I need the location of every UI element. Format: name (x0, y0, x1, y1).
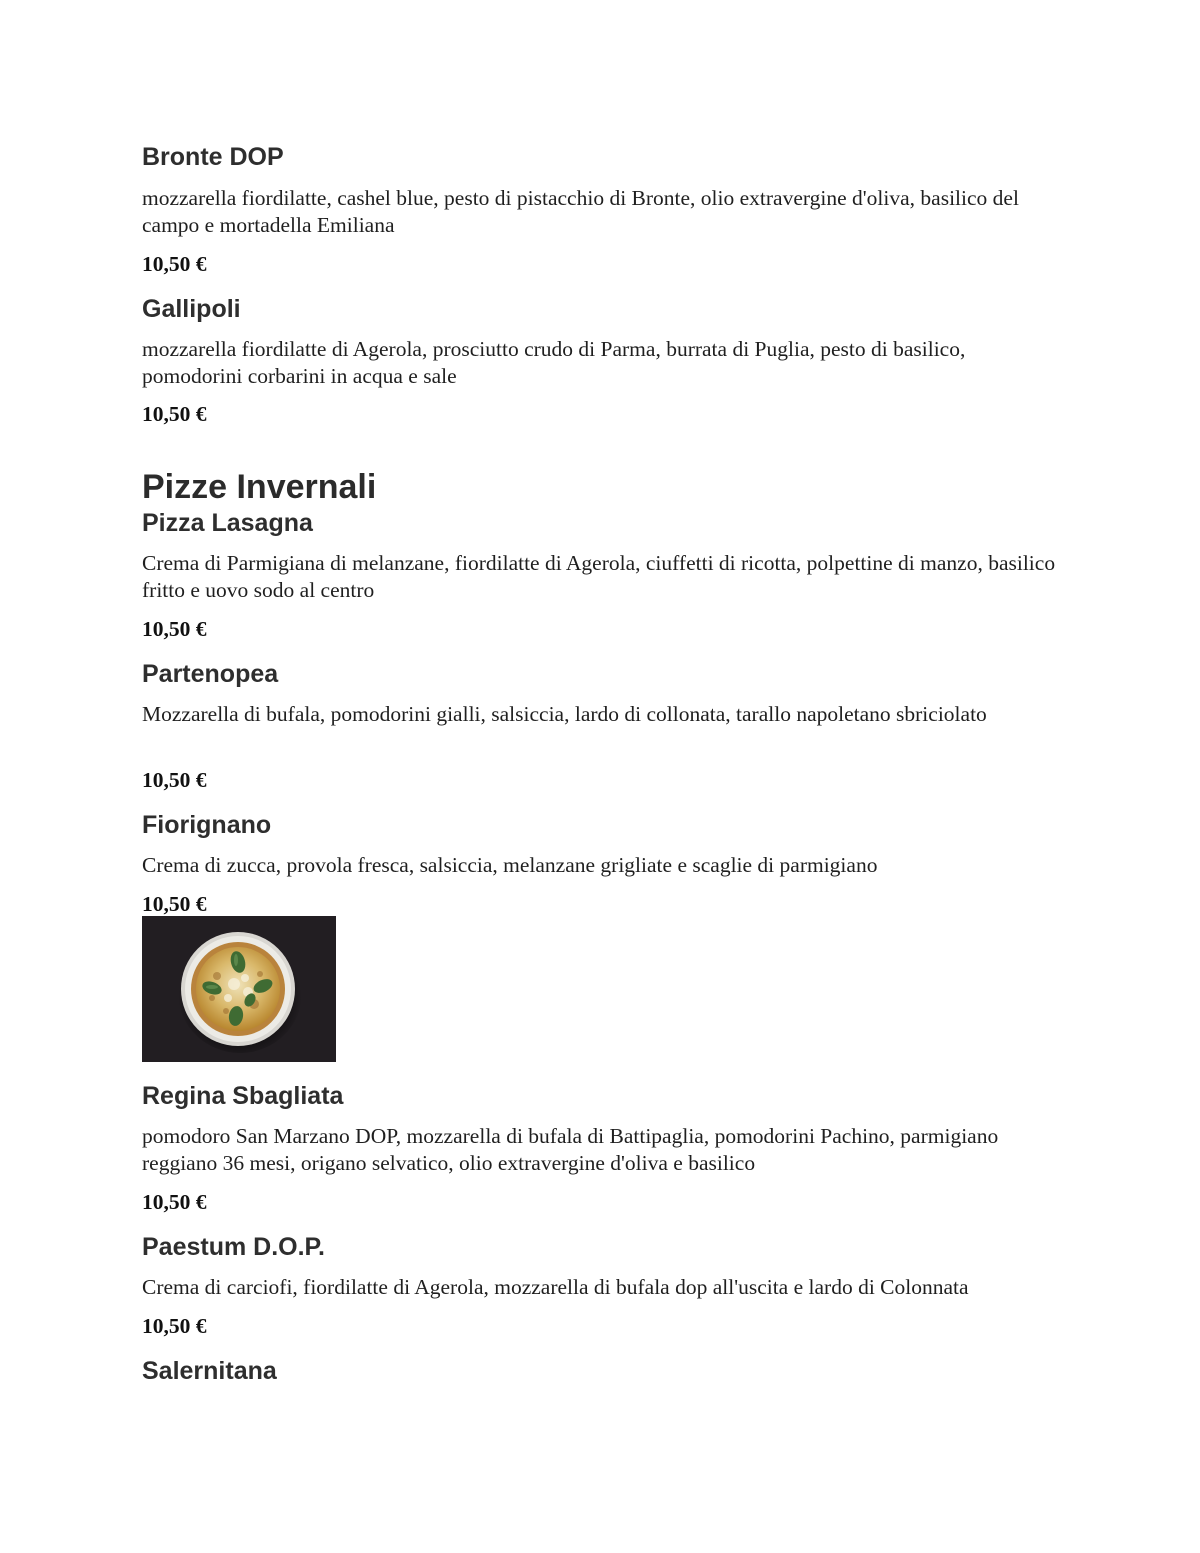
item-price-regina-sbagliata: 10,50 € (142, 1190, 207, 1214)
item-name-partenopea: Partenopea (142, 660, 279, 688)
item-description-paestum-dop: Crema di carciofi, fiordilatte di Agerola, mozzarella di bufala dop all'uscita e lardo di Colonnata (142, 1275, 969, 1299)
item-name-salernitana: Salernitana (142, 1357, 277, 1385)
pizza-photo (142, 916, 336, 1062)
pizza-icon (142, 916, 336, 1062)
item-price-pizza-lasagna: 10,50 € (142, 617, 207, 641)
item-description-partenopea: Mozzarella di bufala, pomodorini gialli, salsiccia, lardo di collonata, tarallo napoletano sbriciolato (142, 702, 987, 726)
item-name-paestum-dop: Paestum D.O.P. (142, 1233, 325, 1261)
item-price-bronte-dop: 10,50 € (142, 252, 207, 276)
item-price-gallipoli: 10,50 € (142, 402, 207, 426)
item-price-paestum-dop: 10,50 € (142, 1314, 207, 1338)
item-description-fiorignano: Crema di zucca, provola fresca, salsiccia, melanzane grigliate e scaglie di parmigiano (142, 853, 878, 877)
item-description-bronte-dop: mozzarella fiordilatte, cashel blue, pesto di pistacchio di Bronte, olio extravergine d'oliva, basilico del campo e mortadella Emiliana (142, 186, 1019, 237)
item-description-regina-sbagliata: pomodoro San Marzano DOP, mozzarella di bufala di Battipaglia, pomodorini Pachino, parmigiano reggiano 36 mesi, origano selvatico, olio extravergine d'oliva e basilico (142, 1124, 999, 1175)
section-title-pizze-invernali: Pizze Invernali (142, 468, 377, 506)
item-name-bronte-dop: Bronte DOP (142, 143, 284, 171)
item-name-fiorignano: Fiorignano (142, 811, 272, 839)
item-name-pizza-lasagna: Pizza Lasagna (142, 509, 313, 537)
item-description-pizza-lasagna: Crema di Parmigiana di melanzane, fiordilatte di Agerola, ciuffetti di ricotta, polpettine di manzo, basilico fritto e uovo sodo al centro (142, 551, 1056, 602)
item-price-partenopea: 10,50 € (142, 768, 207, 792)
item-name-regina-sbagliata: Regina Sbagliata (142, 1082, 344, 1110)
item-description-gallipoli: mozzarella fiordilatte di Agerola, prosciutto crudo di Parma, burrata di Puglia, pesto di basilico, pomodorini corbarini in acqua e sale (142, 337, 966, 388)
item-price-fiorignano: 10,50 € (142, 892, 207, 916)
item-name-gallipoli: Gallipoli (142, 295, 241, 323)
